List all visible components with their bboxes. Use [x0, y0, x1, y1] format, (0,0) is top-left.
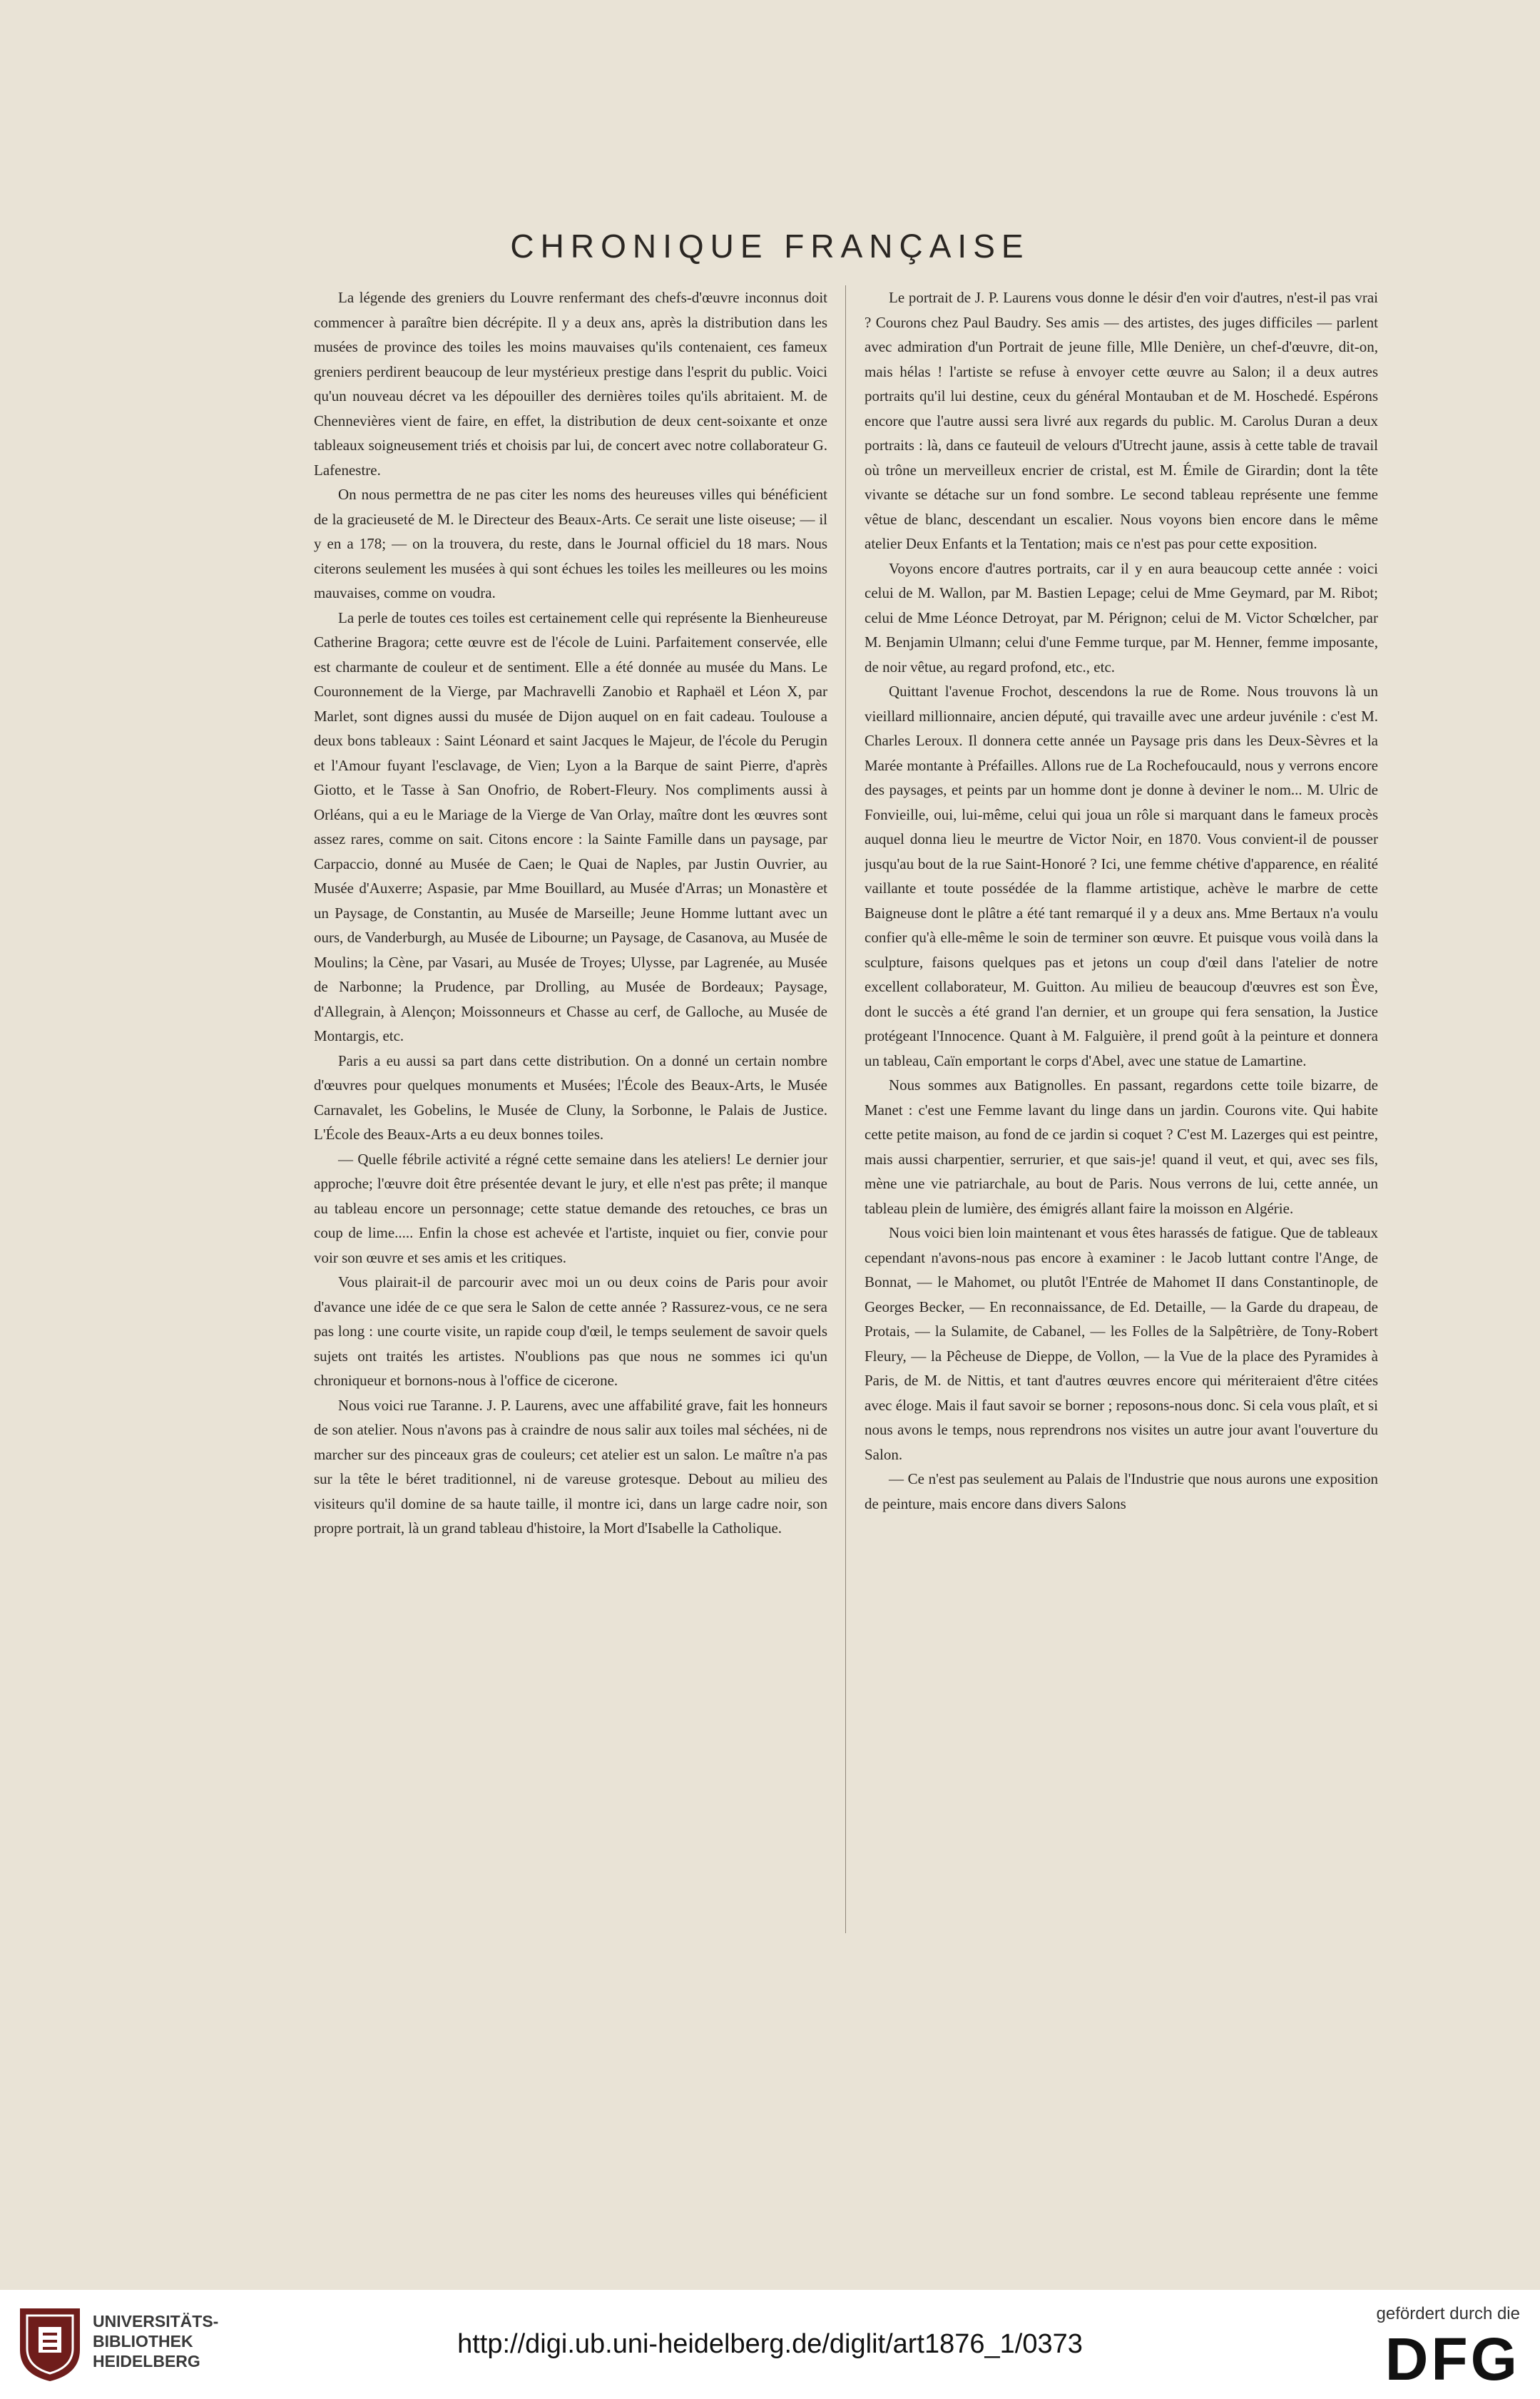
- dfg-logo[interactable]: DFG: [1385, 2326, 1520, 2393]
- page-title: CHRONIQUE FRANÇAISE: [510, 228, 1030, 265]
- viewer-footer: [0, 2290, 1540, 2399]
- paragraph: Vous plairait-il de parcourir avec moi un ou deux coins de Paris pour avoir d'avance une idée de ce que sera le Salon de cette année ? Rassurez-vous, ce ne sera pas long : une courte visite, un rapide coup d'œil, le temps seulement de savoir quels sujets ont traités les artistes. N'oublions pas que nous ne sommes ici qu'un chroniqueur et bornons-nous à l'office de cicerone.: [314, 1273, 827, 1389]
- column-divider: [845, 285, 846, 1933]
- paragraph: Nous voici bien loin maintenant et vous êtes harassés de fatigue. Que de tableaux cependant n'avons-nous pas encore à examiner : le Jacob luttant contre l'Ange, de Bonnat, — le Mahomet, ou plutôt l'Entrée de Mahomet II dans Constantinople, de Georges Becker, — En reconnaissance, de Ed. Detaille, — la Garde du drapeau, de Protais, — la Sulamite, de Cabanel, — les Folles de la Salpêtrière, de Tony-Robert Fleury, — la Pêcheuse de Dieppe, de Vollon, — la Vue de la place des Pyramides à Paris, de M. de Nittis, et tant d'autres œuvres encore qui mériteraient d'être citées avec éloge. Mais il faut savoir se borner ; reposons-nous donc. Si cela vous plaît, et si nous avons le temps, nous reprendrons nos visites un autre jour avant l'ouverture du Salon.: [865, 1224, 1378, 1463]
- right-column: [865, 285, 1378, 1933]
- paragraph: Paris a eu aussi sa part dans cette distribution. On a donné un certain nombre d'œuvres pour quelques monuments et Musées; l'École des Beaux-Arts, le Musée Carnavalet, les Gobelins, le Musée de Cluny, la Sorbonne, le Palais de Justice. L'École des Beaux-Arts a eu deux bonnes toiles.: [314, 1051, 827, 1143]
- paragraph: On nous permettra de ne pas citer les noms des heureuses villes qui bénéficient de la gracieuseté de M. le Directeur des Beaux-Arts. Ce serait une liste oiseuse; — il y en a 178; — on la trouvera, du reste, dans le Journal officiel du 18 mars. Nous citerons seulement les musées à qui sont échues les toiles les meilleures ou les moins mauvaises, comme on voudra.: [314, 486, 827, 601]
- institution-name[interactable]: UNIVERSITÄTS- BIBLIOTHEK HEIDELBERG: [93, 2312, 219, 2370]
- paragraph: La légende des greniers du Louvre renfermant des chefs-d'œuvre inconnus doit commencer à paraître bien décrépite. Il y a deux ans, après la distribution dans les musées de province des toiles les moins mauvaises qu'ils contenaient, ces fameux greniers perdirent beaucoup de leur mystérieux prestige dans l'esprit du public. Voici qu'un nouveau décret va les dépouiller des dernières toiles qu'ils abritaient. M. de Chennevières vient de faire, en effet, la distribution de deux cent-soixante et onze tableaux soigneusement triés et choisis par lui, de concert avec notre collaborateur G. Lafenestre.: [314, 289, 827, 479]
- paragraph: Voyons encore d'autres portraits, car il y en aura beaucoup cette année : voici celui de M. Wallon, par M. Bastien Lepage; celui de Mme Geymard, par M. Ribot; celui de Mme Léonce Detroyat, par M. Pérignon; celui de M. Victor Schœlcher, par M. Benjamin Ulmann; celui d'une Femme turque, par M. Henner, femme imposante, de noir vêtue, au regard profond, etc., etc.: [865, 559, 1378, 676]
- paragraph: Le portrait de J. P. Laurens vous donne le désir d'en voir d'autres, n'est-il pas vrai ? Courons chez Paul Baudry. Ses amis — des artistes, des juges difficiles — parlent avec admiration d'un Portrait de jeune fille, Mlle Denière, un chef-d'œuvre, dit-on, mais hélas ! l'artiste se refuse à envoyer cette œuvre au Salon; il a deux autres portraits qu'il lui destine, ceux du général Montauban et de M. Hoschedé. Espérons encore que l'autre aussi sera livré aux regards du public. M. Carolus Duran a deux portraits : là, dans ce fauteuil de velours d'Utrecht jaune, assis à cette table de travail où trône un merveilleux encrier de cristal, est M. Émile de Girardin; dont la tête vivante se détache sur un fond sombre. Le second tableau représente une femme vêtue de blanc, descendant un escalier. Nous voyons bien encore dans le même atelier Deux Enfants et la Tentation; mais ce n'est pas pour cette exposition.: [865, 289, 1378, 552]
- paragraph: — Ce n'est pas seulement au Palais de l'Industrie que nous aurons une exposition de peinture, mais encore dans divers Salons: [865, 1470, 1378, 1512]
- paragraph: — Quelle fébrile activité a régné cette semaine dans les ateliers! Le dernier jour approche; l'œuvre doit être présentée devant le jury, et elle n'est pas prête; il manque au tableau encore un personnage; cette statue demande des retouches, ce bras un coup de lime..... Enfin la chose est achevée et l'artiste, inquiet ou fier, convie pour voir son œuvre et ses amis et les critiques.: [314, 1150, 827, 1266]
- paragraph: Nous voici rue Taranne. J. P. Laurens, avec une affabilité grave, fait les honneurs de son atelier. Nous n'avons pas à craindre de nous salir aux toiles mal séchées, ni de marcher sur des pinceaux gras de couleurs; cet atelier est un salon. Le maître n'a pas sur la tête le béret traditionnel, ni de vareuse grotesque. Debout au milieu des visiteurs qu'il domine de sa haute taille, il montre ici, dans un large cadre noir, son propre portrait, là un grand tableau d'histoire, la Mort d'Isabelle la Catholique.: [314, 1396, 827, 1537]
- document-url[interactable]: http://digi.ub.uni-heidelberg.de/diglit/art1876_1/0373: [457, 2329, 1083, 2359]
- paragraph: La perle de toutes ces toiles est certainement celle qui représente la Bienheureuse Catherine Bragora; cette œuvre est de l'école de Luini. Parfaitement conservée, elle est charmante de couleur et de sentiment. Elle a été donnée au musée du Mans. Le Couronnement de la Vierge, par Machravelli Zanobio et Raphaël et Léon X, par Marlet, sont dignes aussi du musée de Dijon auquel on en fait cadeau. Toulouse a deux bons tableaux : Saint Léonard et saint Jacques le Majeur, de l'école du Perugin et l'Amour fuyant l'esclavage, de Vien; Lyon a la Barque de saint Pierre, d'après Giotto, et le Tasse à San Onofrio, de Robert-Fleury. Nos compliments aussi à Orléans, qui a eu le Mariage de la Vierge de Van Orlay, maître dont les œuvres sont assez rares, comme on sait. Citons encore : la Sainte Famille dans un paysage, par Carpaccio, donné au Musée de Caen; le Quai de Naples, par Justin Ouvrier, au Musée d'Auxerre; Aspasie, par Mme Bouillard, au Musée d'Arras; un Monastère et un Paysage, de Constantin, au Musée de Marseille; Jeune Homme luttant avec un ours, de Vanderburgh, au Musée de Libourne; un Paysage, de Casanova, au Musée de Moulins; la Cène, par Vasari, au Musée de Troyes; Ulysse, par Lagrenée, au Musée de Narbonne; la Prudence, par Drolling, au Musée de Bordeaux; Paysage, d'Allegrain, à Alençon; Moissonneurs et Chasse au cerf, de Galloche, au Musée de Montargis, etc.: [314, 608, 827, 1044]
- paragraph: Quittant l'avenue Frochot, descendons la rue de Rome. Nous trouvons là un vieillard millionnaire, ancien député, qui travaille avec une ardeur juvénile : c'est M. Charles Leroux. Il donnera cette année un Paysage pris dans les Deux-Sèvres et la Marée montante à Préfailles. Allons rue de La Rochefoucauld, nous y verrons encore des paysages, et peints par un homme dont je donne à deviner le nom... M. Ulric de Fonvieille, oui, lui-même, celui qui joua un rôle si marquant dans le fameux procès auquel donna lieu le meurtre de Victor Noir, en 1870. Vous convient-il de pousser jusqu'au bout de la rue Saint-Honoré ? Ici, une femme chétive d'apparence, en réalité vaillante et toute possédée de la flamme artistique, achève le marbre de cette Baigneuse dont le plâtre a été tant remarqué il y a deux ans. Mme Bertaux n'a voulu confier qu'à elle-même le soin de terminer son œuvre. Et puisque vous voilà dans la sculpture, faisons quelques pas et jetons un coup d'œil dans l'atelier de notre excellent collaborateur, M. Guitton. Au milieu de beaucoup d'œuvres est son Ève, dont le succès a été grand l'an dernier, et un groupe qui fera sensation, la Justice protégeant l'Innocence. Quant à M. Falguière, il prend goût à la peinture et donnera un tableau, Caïn emportant le corps d'Abel, avec une statue de Lamartine.: [865, 683, 1378, 1069]
- funding-note: gefördert durch die: [1376, 2304, 1520, 2323]
- left-column: [314, 285, 827, 1933]
- paragraph: Nous sommes aux Batignolles. En passant, regardons cette toile bizarre, de Manet : c'est une Femme lavant du linge dans un jardin. Courons vite. Qui habite cette petite maison, au fond de ce jardin si coquet ? C'est M. Lazerges qui est peintre, mais aussi charpentier, serrurier, et que sais-je! quand il veut, et qui, avec ses fils, mène une vie patriarchale, au bout de Paris. Nous verrons de lui, cette année, un tableau plein de lumière, des émigrés allant faire la moisson en Algérie.: [865, 1076, 1378, 1217]
